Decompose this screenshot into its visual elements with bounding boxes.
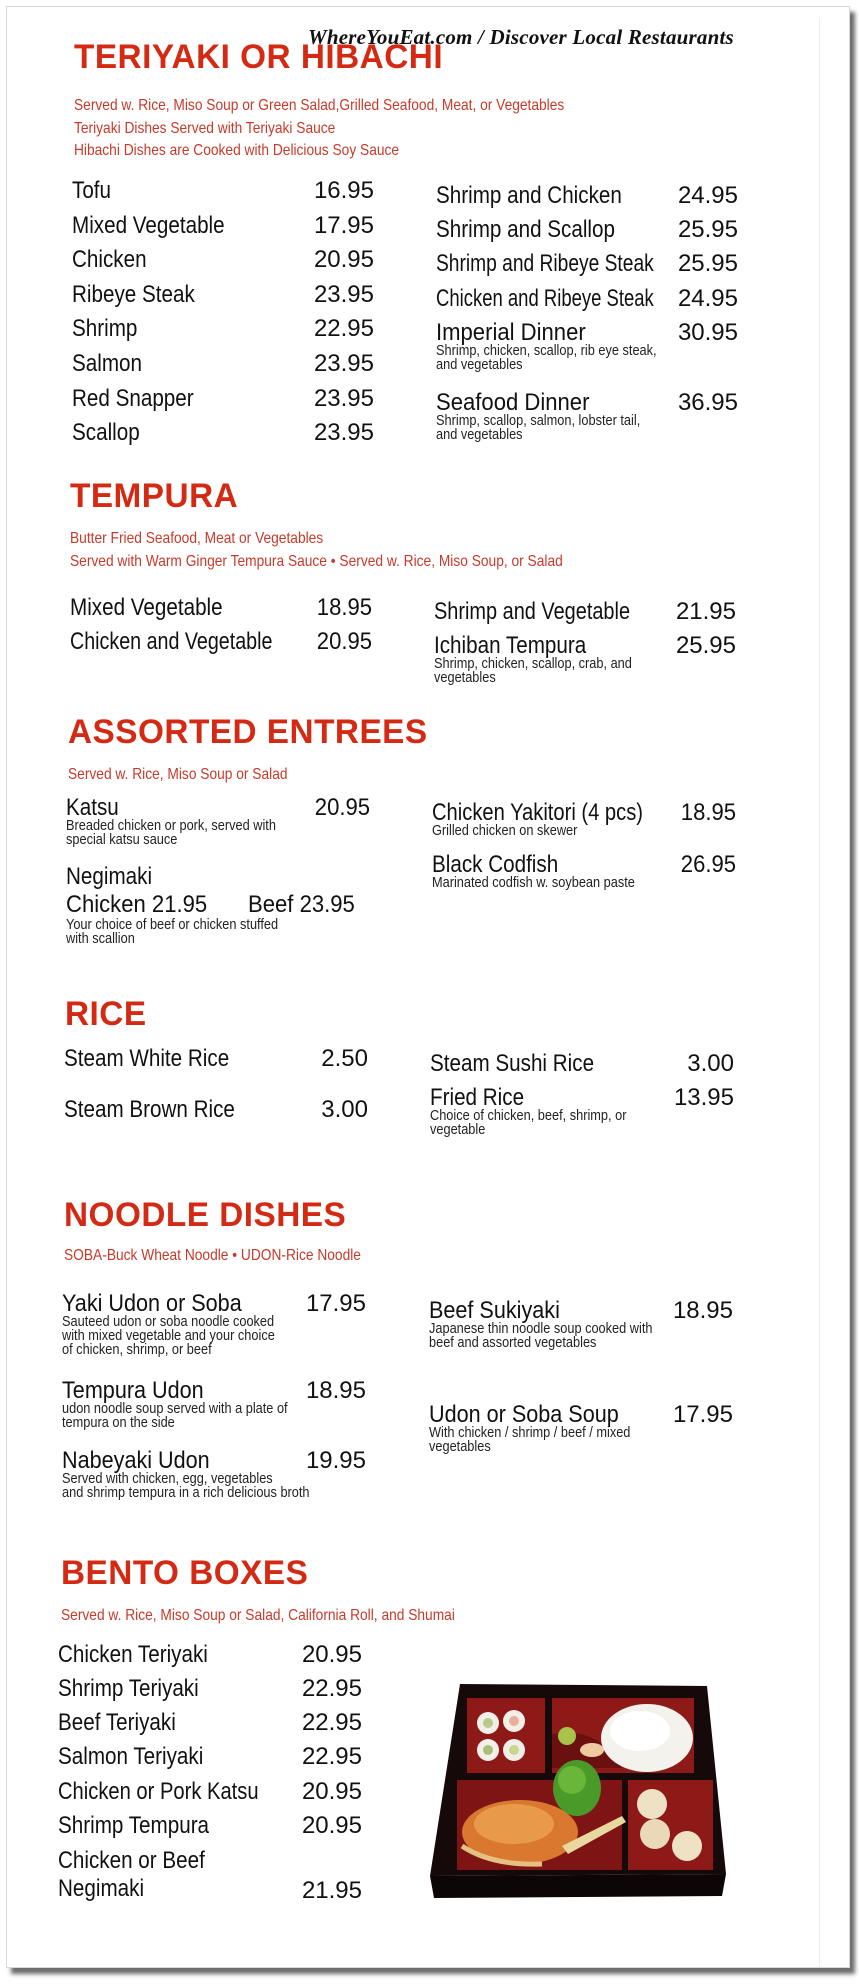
menu-item	[429, 1401, 733, 1457]
menu-item-negimaki	[66, 863, 370, 953]
item-name: Ribeye Steak	[72, 281, 195, 308]
menu-item	[58, 1709, 362, 1739]
item-price: 22.95	[301, 1743, 362, 1770]
item-name: Chicken and Ribeye Steak	[436, 285, 654, 312]
item-price: 21.95	[301, 1877, 362, 1904]
menu-item	[58, 1675, 362, 1705]
item-name: Nabeyaki Udon	[62, 1447, 210, 1474]
item-price: 20.95	[316, 628, 372, 655]
option-label: Chicken	[66, 891, 146, 918]
menu-item	[436, 216, 738, 246]
menu-item	[434, 598, 736, 628]
item-name: Shrimp and Ribeye Steak	[436, 250, 654, 277]
section-subtitle: Butter Fried Seafood, Meat or Vegetables	[70, 530, 324, 547]
item-name-line2: Negimaki	[58, 1875, 145, 1902]
item-name: Salmon	[72, 350, 142, 377]
item-description: Marinated codfish w. soybean paste	[432, 875, 635, 891]
item-price: 20.95	[314, 794, 370, 821]
item-description: Served with chicken, egg, vegetables	[62, 1471, 273, 1487]
menu-item	[429, 1297, 733, 1353]
item-description: Japanese thin noodle soup cooked with	[429, 1321, 653, 1337]
item-name: Beef Teriyaki	[58, 1709, 176, 1736]
section-subtitle: Hibachi Dishes are Cooked with Delicious Soy Sauce	[74, 142, 400, 159]
item-price: 25.95	[675, 632, 736, 659]
item-price: 20.95	[301, 1641, 362, 1668]
item-name: Chicken or Pork Katsu	[58, 1778, 259, 1805]
section-title: ASSORTED ENTREES	[68, 713, 428, 751]
item-description: Your choice of beef or chicken stuffed	[66, 917, 279, 933]
item-description: beef and assorted vegetables	[429, 1335, 597, 1351]
item-price: 30.95	[677, 319, 738, 346]
section-subtitle: Teriyaki Dishes Served with Teriyaki Sauce	[74, 120, 336, 137]
item-price: 22.95	[301, 1675, 362, 1702]
item-description: and shrimp tempura in a rich delicious broth	[62, 1485, 310, 1501]
item-price: 17.95	[305, 1290, 366, 1317]
item-price: 22.95	[301, 1709, 362, 1736]
watermark: WhereYouEat.com / Discover Local Restaurants	[308, 25, 734, 49]
item-name: Steam Sushi Rice	[430, 1050, 595, 1077]
menu-item	[72, 212, 374, 242]
item-name: Tofu	[72, 177, 112, 204]
menu-item	[58, 1778, 362, 1808]
menu-item	[436, 182, 738, 212]
section-subtitle: Served with Warm Ginger Tempura Sauce • Served w. Rice, Miso Soup, or Salad	[70, 553, 563, 570]
item-price: 24.95	[677, 182, 738, 209]
section-subtitle: SOBA-Buck Wheat Noodle • UDON-Rice Noodle	[64, 1247, 361, 1264]
item-name: Beef Sukiyaki	[429, 1297, 560, 1324]
menu-item	[436, 389, 738, 445]
item-price: 3.00	[321, 1096, 368, 1123]
item-description: Shrimp, chicken, scallop, crab, and	[434, 656, 632, 672]
item-description: Choice of chicken, beef, shrimp, or	[430, 1108, 627, 1124]
item-name: Mixed Vegetable	[70, 594, 223, 621]
item-price: 24.95	[677, 285, 738, 312]
menu-item	[72, 177, 374, 207]
menu-item	[436, 285, 738, 315]
page-fold-line	[819, 17, 820, 1967]
menu-item	[58, 1743, 362, 1773]
item-name: Shrimp and Vegetable	[434, 598, 631, 625]
item-name: Tempura Udon	[62, 1377, 204, 1404]
menu-item	[430, 1050, 734, 1080]
item-description: Breaded chicken or pork, served with	[66, 818, 276, 834]
item-description: Sauteed udon or soba noodle cooked	[62, 1314, 275, 1330]
item-price: 16.95	[313, 177, 374, 204]
item-description: vegetable	[430, 1122, 486, 1138]
item-name: Imperial Dinner	[436, 319, 586, 346]
menu-item	[58, 1812, 362, 1842]
item-name: Steam White Rice	[64, 1045, 230, 1072]
item-price: 20.95	[301, 1812, 362, 1839]
item-name: Shrimp and Scallop	[436, 216, 615, 243]
option-price: 23.95	[299, 891, 355, 918]
item-name: Seafood Dinner	[436, 389, 590, 416]
item-price: 18.95	[672, 1297, 733, 1324]
menu-item	[432, 799, 736, 841]
item-name: Yaki Udon or Soba	[62, 1290, 242, 1317]
item-name: Black Codfish	[432, 851, 559, 878]
item-name: Shrimp Tempura	[58, 1812, 210, 1839]
menu-item	[62, 1447, 366, 1503]
menu-item	[62, 1290, 366, 1360]
section-subtitle: Served w. Rice, Miso Soup or Salad	[68, 766, 288, 783]
menu-item	[72, 350, 374, 380]
item-name: Chicken	[72, 246, 147, 273]
item-price: 23.95	[313, 385, 374, 412]
item-name: Mixed Vegetable	[72, 212, 225, 239]
item-description: special katsu sauce	[66, 832, 178, 848]
menu-item	[430, 1084, 734, 1140]
item-price: 17.95	[672, 1401, 733, 1428]
menu-item	[434, 632, 736, 688]
option-price: 21.95	[151, 891, 208, 918]
bento-box-photo	[422, 1676, 734, 1904]
section-title: RICE	[65, 995, 147, 1033]
menu-item	[64, 1045, 368, 1075]
item-price: 3.00	[687, 1050, 734, 1077]
item-price: 2.50	[321, 1045, 368, 1072]
item-price: 19.95	[305, 1447, 366, 1474]
item-name: Ichiban Tempura	[434, 632, 587, 659]
item-description: with mixed vegetable and your choice	[62, 1328, 275, 1344]
section-title: BENTO BOXES	[61, 1554, 309, 1592]
menu-item	[58, 1641, 362, 1671]
item-price: 22.95	[313, 315, 374, 342]
item-name: Shrimp	[72, 315, 138, 342]
menu-item	[436, 250, 738, 280]
item-price: 23.95	[313, 281, 374, 308]
item-description: with scallion	[66, 931, 135, 947]
item-price: 36.95	[677, 389, 738, 416]
item-name: Chicken Teriyaki	[58, 1641, 208, 1668]
item-description: and vegetables	[436, 427, 523, 443]
item-name: Udon or Soba Soup	[429, 1401, 619, 1428]
item-name: Katsu	[66, 794, 119, 821]
item-description: Shrimp, scallop, salmon, lobster tail,	[436, 413, 641, 429]
item-name: Fried Rice	[430, 1084, 525, 1111]
menu-item	[432, 851, 736, 893]
menu-item	[72, 281, 374, 311]
menu-item	[58, 1847, 362, 1907]
item-price: 21.95	[675, 598, 736, 625]
item-description: and vegetables	[436, 357, 523, 373]
item-description: of chicken, shrimp, or beef	[62, 1342, 212, 1358]
menu-item	[64, 1096, 368, 1126]
item-price: 26.95	[680, 851, 736, 878]
menu-item	[436, 319, 738, 375]
menu-item	[72, 246, 374, 276]
item-description: With chicken / shrimp / beef / mixed	[429, 1425, 631, 1441]
menu-item	[70, 594, 372, 624]
item-price: 13.95	[673, 1084, 734, 1111]
option-label: Beef	[248, 891, 294, 918]
item-name: Shrimp Teriyaki	[58, 1675, 199, 1702]
item-name: Red Snapper	[72, 385, 194, 412]
item-name: Chicken or Beef	[58, 1847, 205, 1874]
item-price: 25.95	[677, 216, 738, 243]
item-price: 18.95	[680, 799, 736, 826]
negimaki-beef-option	[248, 891, 355, 919]
section-subtitle: Served w. Rice, Miso Soup or Green Salad,Grilled Seafood, Meat, or Vegetables	[74, 97, 565, 114]
item-description: tempura on the side	[62, 1415, 175, 1431]
item-name: Scallop	[72, 419, 140, 446]
menu-item	[72, 419, 374, 449]
menu-item	[72, 385, 374, 415]
menu-item	[62, 1377, 366, 1433]
item-price: 25.95	[677, 250, 738, 277]
menu-item-katsu	[66, 794, 370, 850]
item-price: 20.95	[313, 246, 374, 273]
item-price: 18.95	[305, 1377, 366, 1404]
item-price: 20.95	[301, 1778, 362, 1805]
item-description: vegetables	[434, 670, 496, 686]
item-description: Shrimp, chicken, scallop, rib eye steak,	[436, 343, 657, 359]
item-name: Salmon Teriyaki	[58, 1743, 204, 1770]
menu-item	[72, 315, 374, 345]
item-name: Shrimp and Chicken	[436, 182, 622, 209]
section-subtitle: Served w. Rice, Miso Soup or Salad, California Roll, and Shumai	[61, 1607, 455, 1624]
item-description: Grilled chicken on skewer	[432, 823, 578, 839]
item-price: 17.95	[313, 212, 374, 239]
item-name: Chicken and Vegetable	[70, 628, 273, 655]
item-price: 23.95	[313, 350, 374, 377]
item-name: Steam Brown Rice	[64, 1096, 235, 1123]
menu-item	[70, 628, 372, 658]
item-description: vegetables	[429, 1439, 491, 1455]
section-title: TEMPURA	[70, 477, 239, 515]
item-price: 18.95	[316, 594, 372, 621]
item-name: Chicken Yakitori (4 pcs)	[432, 799, 644, 826]
negimaki-chicken-option	[66, 891, 207, 919]
section-title: TERIYAKI OR HIBACHI	[74, 38, 444, 76]
item-name: Negimaki	[66, 863, 153, 890]
item-price: 23.95	[313, 419, 374, 446]
section-title: NOODLE DISHES	[64, 1196, 347, 1234]
item-description: udon noodle soup served with a plate of	[62, 1401, 288, 1417]
